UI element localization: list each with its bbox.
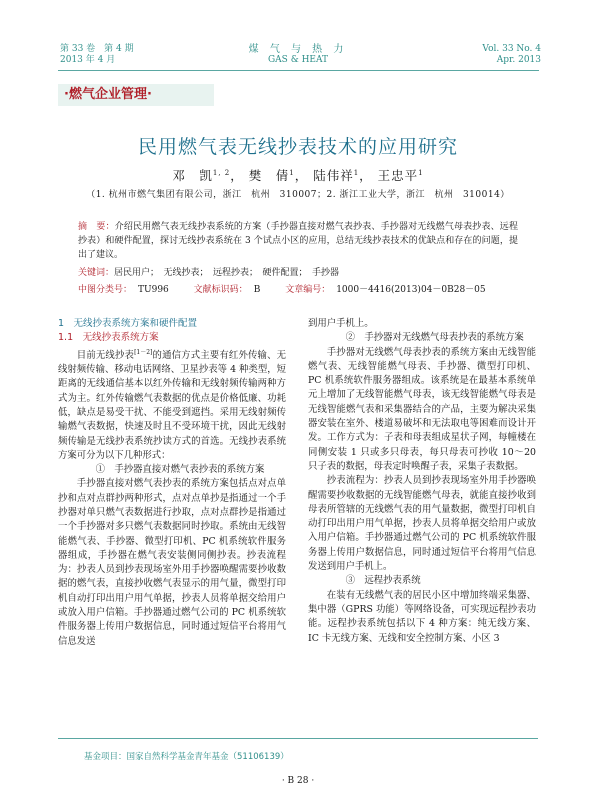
- author: 邓 凯: [172, 168, 213, 183]
- journal-name-en: GAS & HEAT: [267, 55, 329, 65]
- affiliation: （1. 杭州市燃气集团有限公司，浙江 杭州 310007；2. 浙江工业大学，浙江 杭州 310014）: [86, 190, 510, 200]
- publication-date: 2013 年 4 月: [60, 55, 116, 65]
- right-column: [308, 317, 536, 646]
- author: 樊 倩: [248, 168, 290, 183]
- paragraph-text: 目前无线抄表: [76, 349, 135, 361]
- classification-line: [78, 283, 538, 297]
- doc-code-label: 文献标识码：: [193, 285, 248, 295]
- paragraph: 抄表流程为：抄表人员到抄表现场室外用手抄器唤醒需要抄收数据的无线智能燃气母表，就能直接抄收到母表所管辖的无线燃气表的用气量数据，微型打印机自动打印出用户用气单据，抄表人员将单据交给用户或放入用户信箱。手抄器通过燃气公司的 PC 机系统软件服务器上传用户数据信息，同时通过短信平台将用气信息发送到用户手机上。: [308, 475, 536, 573]
- page-number: · B 28 ·: [281, 776, 315, 786]
- clc-value: TU996: [138, 285, 169, 295]
- date-en: Apr. 2013: [496, 55, 541, 65]
- scheme-heading: ③ 远程抄表系统: [345, 575, 421, 587]
- abstract-label: 摘 要：: [78, 222, 115, 232]
- article-number-value: 1000－4416(2013)04－0B28－05: [336, 285, 486, 295]
- journal-volume-en: [482, 44, 541, 66]
- scheme-heading: ① 手抄器直接对燃气表抄表的系统方案: [95, 464, 265, 476]
- author: 陆伟祥: [313, 168, 354, 183]
- author-list: 邓 凯$^{1, 2}$， 樊 倩$^1$， 陆伟祥$^1$， 王忠平$^1$: [172, 168, 424, 183]
- left-column: [58, 317, 286, 649]
- keywords-text: 居民用户； 无线抄表； 远程抄表； 硬件配置； 手抄器: [114, 268, 340, 278]
- doc-code-value: B: [253, 285, 261, 295]
- paragraph: 手抄器对无线燃气母表抄表的系统方案由无线智能燃气表、无线智能燃气母表、手抄器、微型打印机、PC 机系统软件服务器组成。该系统是在最基本系统单元上增加了无线智能燃气母表，该无线智能燃气母表是无线智能燃气表和采集器结合的产品，主要为解决采集器安装在室外、楼道易破坏和无法取电等困难而设计开发。工作方式为：子表和母表组成星状子网，每幢楼在同侧安装 1 只或多只母表，每只母表可抄收 10～20 只子表的数据，母表定时唤醒子表，采集子表数据。: [308, 346, 536, 472]
- article-number-label: 文章编号：: [285, 285, 331, 295]
- abstract: [78, 220, 518, 262]
- keywords-label: 关键词：: [78, 268, 115, 278]
- funding-footnote: 基金项目：国家自然科学基金青年基金（51106139）: [84, 752, 289, 762]
- author: 王忠平: [377, 168, 419, 183]
- journal-name-cn: 煤 气 与 热 力: [248, 44, 348, 55]
- header-rule: [58, 70, 539, 71]
- scheme-heading: ② 手抄器对无线燃气母表抄表的系统方案: [345, 332, 524, 344]
- article-title: 民用燃气表无线抄表技术的应用研究: [137, 136, 458, 158]
- paragraph: [58, 346, 286, 464]
- author-sup: 1: [353, 168, 360, 177]
- section-heading: 1 无线抄表系统方案和硬件配置: [58, 318, 198, 329]
- paragraph-text: 的通信方式主要有红外传输、无线射频传输、移动电话网络、卫星抄表等 4 种类型，短距离的无线通信基本以红外传输和无线射频传输两种方式为主。红外传输燃气表数据的优点是价格低廉、功耗低，缺点是易受干扰、不能受到遮挡。采用无线射频传输燃气表数据，快速及时且不受环境干扰，因此无线射频传输是无线抄表系统抄读方式的首选。无线抄表系统方案可分为以下几种形式：: [58, 349, 286, 461]
- volume-issue: 第 33 卷 第 4 期: [60, 44, 134, 54]
- volume-en: Vol. 33 No. 4: [482, 44, 541, 54]
- paragraph: 到用户手机上。: [308, 318, 374, 329]
- section-tag: ·燃气企业管理·: [58, 84, 214, 106]
- paragraph: 在装有无线燃气表的居民小区中增加终端采集器、集中器（GPRS 功能）等网络设备，可实现远程抄表功能。远程抄表系统包括以下 4 种方案：纯无线方案、IC 卡无线方案、无线和安全控制方案、小区 3: [308, 589, 536, 644]
- footnote-rule: [58, 738, 538, 739]
- paragraph: 手抄器直接对燃气表抄表的系统方案包括点对点单抄和点对点群抄两种形式，点对点单抄是指通过一个手抄器对单只燃气表数据进行抄取，点对点群抄是指通过一个手抄器对多只燃气表数据同时抄取。系统由无线智能燃气表、手抄器、微型打印机、PC 机系统软件服务器组成，手抄器在燃气表安装侧同侧抄表。抄表流程为：抄表人员到抄表现场室外用手抄器唤醒需要抄收数据的燃气表，直接抄收燃气表显示的用气量，微型打印机自动打印出用户用气单据，抄表人员将单据交给用户或放入用户信箱。手抄器通过燃气公司的 PC 机系统软件服务器上传用户数据信息，同时通过短信平台将用气信息发送: [58, 478, 286, 647]
- subsection-heading: 1.1 无线抄表系统方案: [58, 332, 159, 344]
- author-sup: 1: [289, 168, 295, 177]
- clc-label: 中图分类号：: [78, 285, 133, 295]
- author-sup: 1, 2: [212, 168, 231, 177]
- abstract-text: 介绍民用燃气表无线抄表系统的方案（手抄器直接对燃气表抄表、手抄器对无线燃气母表抄表、远程抄表）和硬件配置，探讨无线抄表系统在 3 个试点小区的应用，总结无线抄表技术的优缺点和存在的问题，提出了建议。: [78, 222, 518, 260]
- citation: [1－2]: [134, 348, 153, 356]
- keywords: [78, 266, 518, 280]
- author-sup: 1: [418, 168, 424, 177]
